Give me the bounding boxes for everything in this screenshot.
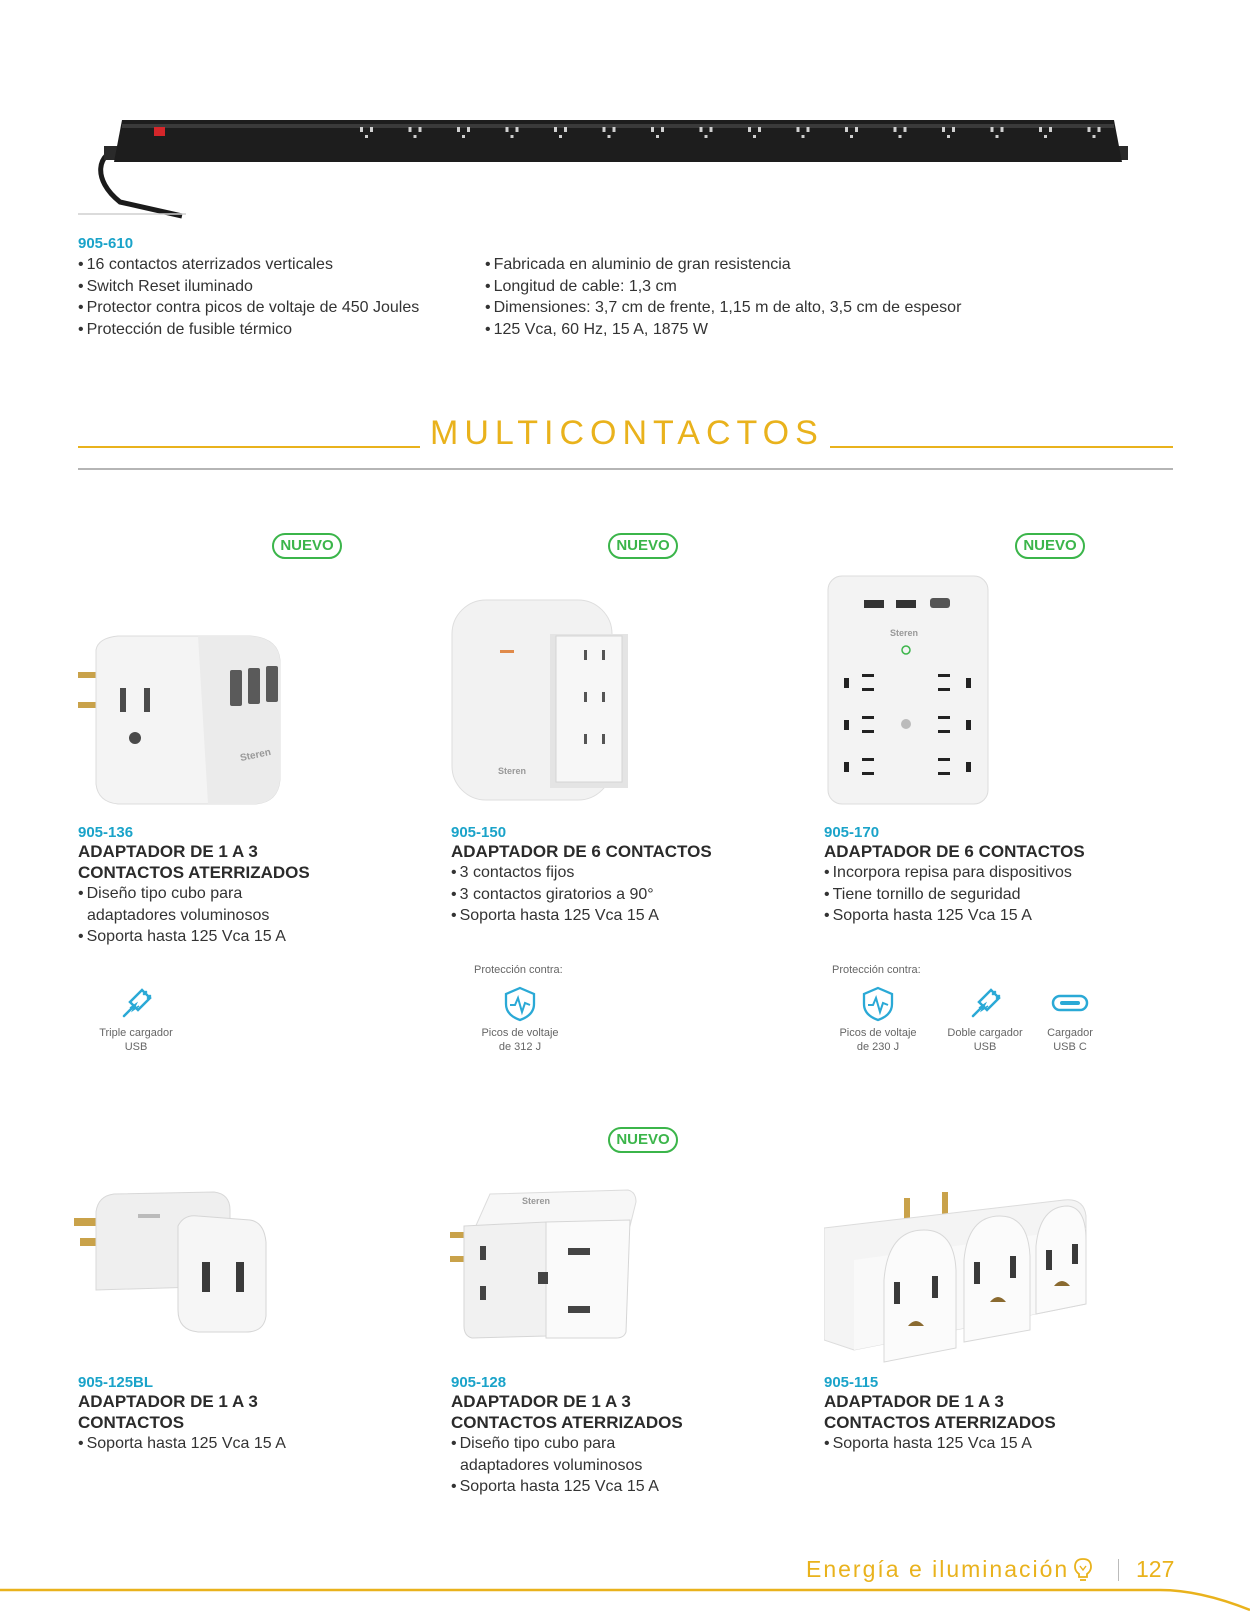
product-title: CONTACTOS ATERRIZADOS — [824, 1413, 1056, 1432]
outlet-slot — [409, 127, 412, 132]
outlet-slot — [952, 127, 955, 132]
feature-label: Picos de voltaje — [839, 1027, 917, 1039]
protection-label: Protección contra: — [474, 964, 563, 976]
section-title: MULTICONTACTOS — [430, 414, 824, 452]
outlet-slot — [603, 127, 606, 132]
top-bullets-left — [78, 254, 478, 340]
shield-surge-icon — [858, 986, 898, 1022]
outlet-slot — [904, 127, 907, 132]
outlet-slot — [516, 127, 519, 132]
top-product-sku: 905-610 — [78, 235, 134, 252]
feature-label: Picos de voltaje — [481, 1027, 559, 1039]
outlet-slot — [1049, 127, 1052, 132]
product-sku: 905-136 — [78, 824, 134, 841]
product-image-905-150 — [450, 596, 630, 811]
protection-label: Protección contra: — [832, 964, 921, 976]
shield-surge-icon — [500, 986, 540, 1022]
bullet: • Switch Reset iluminado — [78, 276, 478, 298]
bullet: • Soporta hasta 125 Vca 15 A — [78, 926, 418, 948]
outlet-slot — [419, 127, 422, 132]
outlet-slot — [855, 127, 858, 132]
product-sku: 905-125BL — [78, 1374, 154, 1391]
bullet: • Fabricada en aluminio de gran resistencia — [485, 254, 1005, 276]
brand-logo: Steren — [239, 746, 272, 765]
power-strip-image — [78, 110, 1158, 220]
outlet-slot — [559, 135, 562, 138]
outlet-slot — [613, 127, 616, 132]
outlet-slot — [1088, 127, 1091, 132]
bullet: • Soporta hasta 125 Vca 15 A — [824, 905, 1184, 927]
footer-rule — [0, 1588, 1250, 1614]
brand-logo: Steren — [498, 766, 527, 776]
bullet: • Dimensiones: 3,7 cm de frente, 1,15 m de alto, 3,5 cm de espesor — [485, 297, 1005, 319]
outlet-slot — [661, 127, 664, 132]
outlet-slot — [748, 127, 751, 132]
product-905-115 — [824, 1374, 1164, 1455]
outlet-slot — [899, 135, 902, 138]
bullet: • Soporta hasta 125 Vca 15 A — [451, 1476, 791, 1498]
bullet: • Protección de fusible térmico — [78, 319, 478, 341]
page-number: 127 — [1136, 1556, 1175, 1582]
feature-label: de 230 J — [856, 1041, 900, 1053]
feature-surge-312 — [470, 986, 570, 1054]
product-title: CONTACTOS — [78, 1413, 185, 1432]
usb-plug-icon — [965, 986, 1005, 1022]
product-image-905-170 — [826, 574, 992, 813]
top-bullets-right — [485, 254, 1005, 340]
lightbulb-icon — [1072, 1556, 1094, 1587]
outlet-slot — [753, 135, 756, 138]
outlet-slot — [656, 135, 659, 138]
outlet-slot — [705, 135, 708, 138]
product-image-905-115 — [824, 1170, 1114, 1385]
bullet: • Longitud de cable: 1,3 cm — [485, 276, 1005, 298]
bullet: • Soporta hasta 125 Vca 15 A — [78, 1433, 418, 1455]
feature-triple-usb — [86, 986, 186, 1054]
feature-surge-230 — [828, 986, 928, 1054]
feature-label: USB — [973, 1041, 997, 1053]
new-badge: NUEVO — [608, 1127, 678, 1153]
new-badge: NUEVO — [608, 533, 678, 559]
product-image-905-125BL — [74, 1186, 274, 1341]
outlet-slot — [845, 127, 848, 132]
outlet-slot — [802, 135, 805, 138]
bullet: • 125 Vca, 60 Hz, 15 A, 1875 W — [485, 319, 1005, 341]
product-sku: 905-115 — [824, 1374, 879, 1391]
new-badge: NUEVO — [1015, 533, 1085, 559]
product-image-905-128 — [450, 1186, 640, 1351]
product-title: ADAPTADOR DE 1 A 3 — [78, 1392, 258, 1411]
outlet-slot — [1093, 135, 1096, 138]
feature-usb-c — [1020, 986, 1120, 1054]
product-title: ADAPTADOR DE 6 CONTACTOS — [824, 842, 1085, 861]
bullet: • Diseño tipo cubo para adaptadores voluminosos — [451, 1433, 680, 1476]
bullet: • Soporta hasta 125 Vca 15 A — [451, 905, 791, 927]
product-sku: 905-128 — [451, 1374, 507, 1391]
brand-logo: Steren — [522, 1196, 551, 1206]
product-title: CONTACTOS ATERRIZADOS — [451, 1413, 683, 1432]
outlet-slot — [991, 127, 994, 132]
product-905-125BL — [78, 1374, 418, 1455]
product-905-150 — [451, 824, 791, 927]
outlet-slot — [651, 127, 654, 132]
outlet-slot — [564, 127, 567, 132]
outlet-slot — [807, 127, 810, 132]
outlet-slot — [414, 135, 417, 138]
footer-section-label: Energía e iluminación — [806, 1556, 1070, 1582]
product-title: ADAPTADOR DE 1 A 3 — [824, 1392, 1004, 1411]
bullet: • Incorpora repisa para dispositivos — [824, 862, 1184, 884]
feature-label: USB C — [1053, 1041, 1087, 1053]
product-image-905-136 — [78, 630, 288, 815]
outlet-slot — [1039, 127, 1042, 132]
bullet: • 3 contactos fijos — [451, 862, 791, 884]
section-rule-right — [830, 446, 1173, 448]
product-sku: 905-150 — [451, 824, 507, 841]
new-badge: NUEVO — [272, 533, 342, 559]
outlet-slot — [894, 127, 897, 132]
outlet-slot — [457, 127, 460, 132]
product-title: ADAPTADOR DE 6 CONTACTOS — [451, 842, 712, 861]
bullet: • Protector contra picos de voltaje de 450 Joules — [78, 297, 478, 319]
section-divider — [78, 468, 1173, 470]
outlet-slot — [710, 127, 713, 132]
bullet: • 3 contactos giratorios a 90° — [451, 884, 791, 906]
outlet-slot — [700, 127, 703, 132]
outlet-slot — [947, 135, 950, 138]
product-905-136 — [78, 824, 418, 948]
bullet: • Tiene tornillo de seguridad — [824, 884, 1184, 906]
usb-plug-icon — [116, 986, 156, 1022]
outlet-slot — [758, 127, 761, 132]
outlet-slot — [511, 135, 514, 138]
section-rule-left — [78, 446, 420, 448]
feature-label: USB — [124, 1041, 148, 1053]
usb-c-icon — [1050, 986, 1090, 1022]
bullet: • Soporta hasta 125 Vca 15 A — [824, 1433, 1164, 1455]
brand-logo: Steren — [890, 628, 919, 638]
product-title: ADAPTADOR DE 1 A 3 — [78, 842, 258, 861]
product-title: CONTACTOS ATERRIZADOS — [78, 863, 310, 882]
outlet-slot — [467, 127, 470, 132]
outlet-slot — [850, 135, 853, 138]
outlet-slot — [1044, 135, 1047, 138]
footer-separator — [1118, 1559, 1119, 1581]
outlet-slot — [370, 127, 373, 132]
outlet-slot — [462, 135, 465, 138]
bullet: • 16 contactos aterrizados verticales — [78, 254, 478, 276]
outlet-slot — [1098, 127, 1101, 132]
outlet-slot — [554, 127, 557, 132]
product-sku: 905-170 — [824, 824, 880, 841]
outlet-slot — [1001, 127, 1004, 132]
outlet-slot — [365, 135, 368, 138]
outlet-slot — [942, 127, 945, 132]
feature-label: Cargador — [1047, 1027, 1093, 1039]
product-905-170 — [824, 824, 1184, 927]
feature-label: Triple cargador — [99, 1027, 173, 1039]
outlet-slot — [797, 127, 800, 132]
feature-label: Doble cargador — [947, 1027, 1023, 1039]
bullet: • Diseño tipo cubo para adaptadores voluminosos — [78, 883, 307, 926]
product-905-128 — [451, 1374, 791, 1498]
outlet-slot — [506, 127, 509, 132]
outlet-slot — [608, 135, 611, 138]
outlet-slot — [996, 135, 999, 138]
outlet-slot — [360, 127, 363, 132]
product-title: ADAPTADOR DE 1 A 3 — [451, 1392, 631, 1411]
feature-label: de 312 J — [498, 1041, 542, 1053]
